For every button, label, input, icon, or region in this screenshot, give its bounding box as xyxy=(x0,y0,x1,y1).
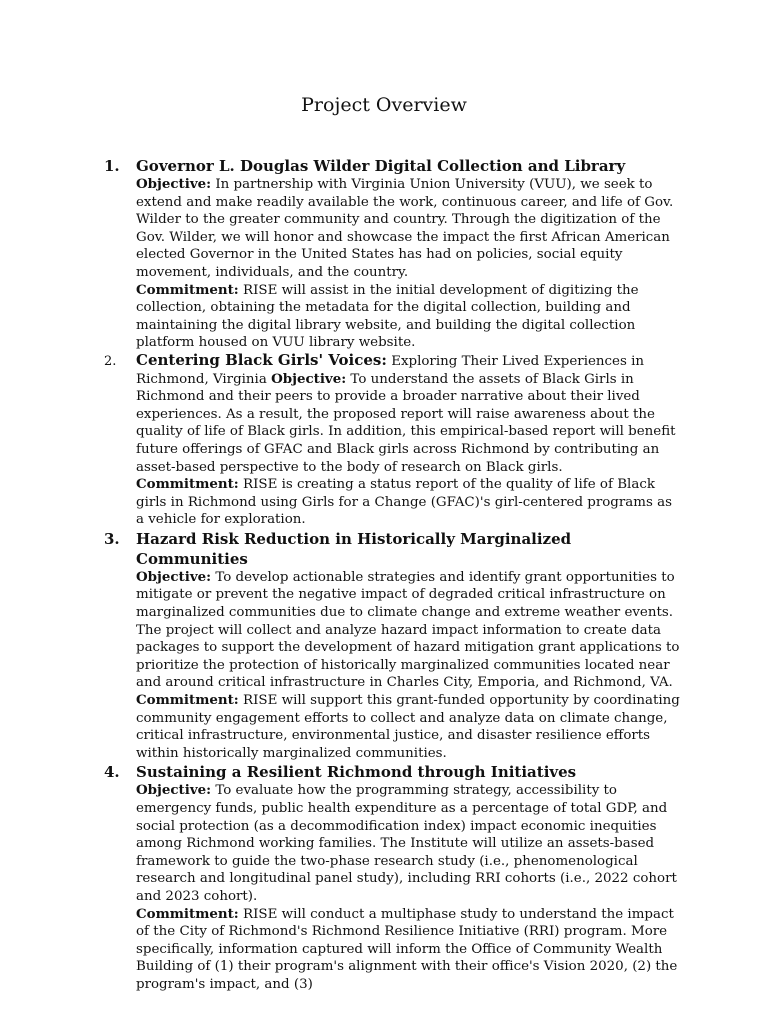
project-objective xyxy=(136,176,680,282)
objective-label: Objective: xyxy=(271,370,347,387)
commitment-text: RISE will support this grant-funded opportunity by coordinating community engagement efforts to collect and analyze data on climate change, critical infrastructure, environmental justice, and disaster resilience efforts within historically marginalized communities. xyxy=(136,693,680,761)
project-heading-with-objective xyxy=(136,352,680,476)
objective-label: Objective: xyxy=(136,568,212,585)
page-title: Project Overview xyxy=(301,94,467,116)
project-heading: Governor L. Douglas Wilder Digital Collection and Library xyxy=(136,157,626,175)
project-list xyxy=(0,156,768,994)
project-heading: Sustaining a Resilient Richmond through Initiatives xyxy=(136,763,577,782)
objective-text: To understand the assets of Black Girls in Richmond and their peers to provide a broader narrative about their lived experiences. As a result, the proposed report will raise awareness about the quality of life of Black girls. In addition, this empirical-based report will benefit future offerings of GFAC and Black girls across Richmond by contributing an asset-based perspective to the body of research on Black girls. xyxy=(136,371,676,475)
project-heading: Hazard Risk Reduction in Historically Marginalized Communities xyxy=(136,529,572,568)
project-objective xyxy=(136,782,680,905)
project-commitment xyxy=(136,282,680,352)
project-heading-sub: Exploring Their Lived Experiences in Richmond, Virginia xyxy=(136,353,644,387)
project-number: 1. xyxy=(104,157,120,175)
objective-text: In partnership with Virginia Union University (VUU), we seek to extend and make readily available the work, continuous career, and life of Gov. Wilder to the greater community and country. Through the digitization of the Gov. Wilder, we will honor and showcase the impact the first African American elected Governor in the United States has had on policies, social equity movement, individuals, and the country. xyxy=(136,177,674,280)
commitment-label: Commitment: xyxy=(136,692,239,709)
commitment-label: Commitment: xyxy=(136,281,239,298)
commitment-label: Commitment: xyxy=(136,905,239,922)
project-commitment xyxy=(136,692,680,762)
project-number: 2. xyxy=(104,353,117,369)
commitment-label: Commitment: xyxy=(136,476,239,493)
project-objective xyxy=(136,569,680,692)
project-heading: Centering Black Girls' Voices: xyxy=(136,350,387,369)
project-number: 4. xyxy=(104,763,120,782)
objective-text: To develop actionable strategies and identify grant opportunities to mitigate or prevent the negative impact of degraded critical infrastructure on marginalized communities due to climate change and extreme weather events. The project will collect and analyze hazard impact information to create data packages to support the development of hazard mitigation grant applications to prioritize the protection of historically marginalized communities located near and around critical infrastructure in Charles City, Emporia, and Richmond, VA. xyxy=(136,569,680,691)
objective-text: To evaluate how the programming strategy, accessibility to emergency funds, public health expenditure as a percentage of total GDP, and social protection (as a decommodification index) impact economic inequities among Richmond working families. The Institute will utilize an assets-based framework to guide the two-phase research study (i.e., phenomenological research and longitudinal panel study), including RRI cohorts (i.e., 2022 cohort and 2023 cohort). xyxy=(136,783,677,904)
commitment-text: RISE will conduct a multiphase study to understand the impact of the City of Richmond's Richmond Resilience Initiative (RRI) program. More specifically, information captured will inform the Office of Community Wealth Building of (1) their program's alignment with their office's Vision 2020, (2) the program's impact, and (3) xyxy=(136,906,678,992)
project-item-3 xyxy=(0,529,768,763)
project-number: 3. xyxy=(104,529,120,548)
commitment-text: RISE is creating a status report of the quality of life of Black girls in Richmond using Girls for a Change (GFAC)'s girl-centered programs as a vehicle for exploration. xyxy=(136,477,672,528)
objective-label: Objective: xyxy=(136,176,212,192)
commitment-text: RISE will assist in the initial development of digitizing the collection, obtaining the metadata for the digital collection, building and maintaining the digital library website, and building the digital collection platform housed on VUU library website. xyxy=(136,282,639,351)
project-item-2 xyxy=(0,352,768,529)
project-item-4 xyxy=(0,762,768,993)
project-item-1 xyxy=(0,156,768,352)
objective-label: Objective: xyxy=(136,782,212,799)
project-commitment xyxy=(136,906,680,994)
project-commitment xyxy=(136,476,680,529)
